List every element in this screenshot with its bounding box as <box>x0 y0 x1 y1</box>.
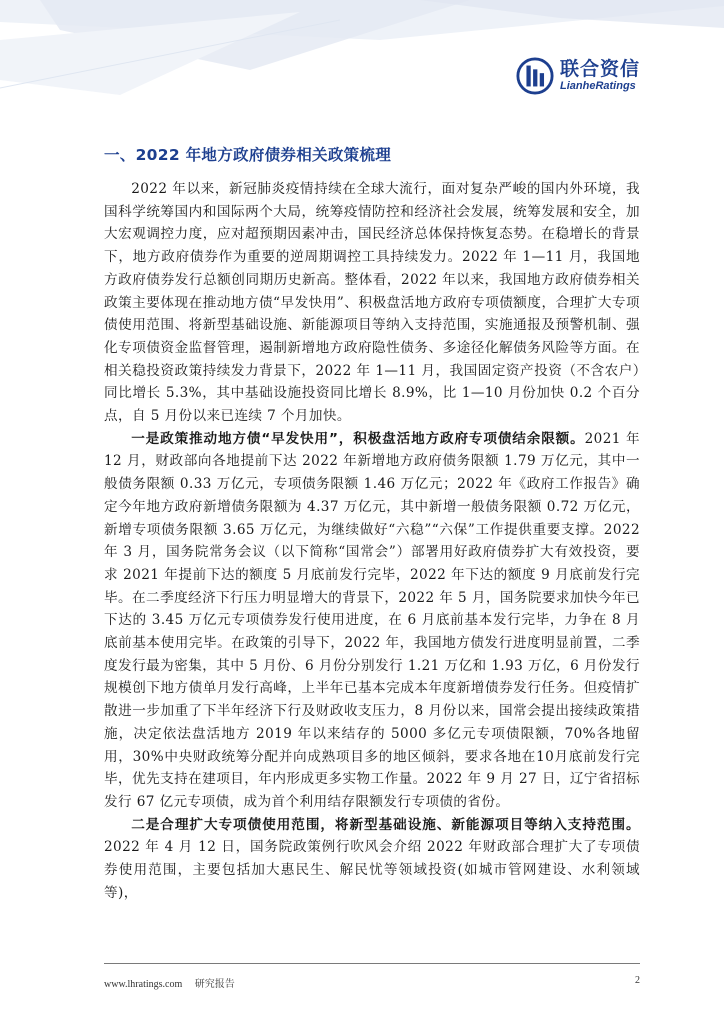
page-number: 2 <box>635 975 640 986</box>
footer-website-link[interactable]: www.lhratings.com <box>104 979 183 990</box>
section-heading: 一、2022 年地方政府债券相关政策梳理 <box>104 146 392 164</box>
page-footer <box>104 975 640 990</box>
paragraph-text: 2022 年以来，新冠肺炎疫情持续在全球大流行，面对复杂严峻的国内外环境，我国科学统筹国内和国际两个大局，统筹疫情防控和经济社会发展，统筹发展和安全，加大宏观调控力度，应对超预期因素冲击，国民经济总体保持恢复态势。在稳增长的背景下，地方政府债券作为重要的逆周期调控工具持续发力。2022 年 1—11 月，我国地方政府债券发行总额创同期历史新高。整体看，2022 年以来，我国地方政府债券相关政策主要体现在推动地方债“早发快用”、积极盘活地方政府专项债额度，合理扩大专项债使用范围、将新型基础设施、新能源项目等纳入支持范围，实施通报及预警机制、强化专项债资金监督管理，遏制新增地方政府隐性债务、多途径化解债务风险等方面。在相关稳投资政策持续发力背景下，2022 年 1—11 月，我国固定资产投资（不含农户）同比增长 5.3%，其中基础设施投资同比增长 8.9%，比 1—10 月份加快 0.2 个百分点，自 5 月份以来已连续 7 个月加快。 <box>104 181 640 425</box>
paragraph-early-issuance <box>104 428 640 814</box>
paragraph-lead: 一是政策推动地方债“早发快用”，积极盘活地方政府专项债结余限额。 <box>131 430 585 447</box>
report-body <box>104 178 640 905</box>
lianhe-logo-icon <box>516 57 554 95</box>
logo-chinese-name: 联合资信 <box>560 58 641 80</box>
paragraph-text: 2021 年 12 月，财政部向各地提前下达 2022 年新增地方政府债务限额 1.79 万亿元，其中一般债务限额 0.33 万亿元，专项债务限额 1.46 万亿元；2022 年《政府工作报告》确定今年地方政府新增债务限额为 4.37 万亿元，其中新增一般债务限额 0.72 万亿元，新增专项债务限额 3.65 万亿元，为继续做好“六稳”“六保”工作提供重要支撑。2022 年 3 月，国务院常务会议（以下简称“国常会”）部署用好政府债券扩大有效投资，要求 2021 年提前下达的额度 5 月底前发行完毕，2022 年下达的额度 9 月底前发行完毕。在二季度经济下行压力明显增大的背景下，2022 年 5 月，国务院要求加快今年已下达的 3.45 万亿元专项债券发行使用进度，在 6 月底前基本发行完毕，力争在 8 月底前基本使用完毕。在政策的引导下，2022 年，我国地方债发行进度明显前置，二季度发行最为密集，其中 5 月份、6 月份分别发行 1.21 万亿和 1.93 万亿，6 月份发行规模创下地方债单月发行高峰，上半年已基本完成本年度新增债券发行任务。但疫情扩散进一步加重了下半年经济下行及财政收支压力，8 月份以来，国常会提出接续政策措施，决定依法盘活地方 2019 年以来结存的 5000 多亿元专项债限额，70%各地留用，30%中央财政统筹分配并向成熟项目多的地区倾斜，要求各地在10月底前发行完毕，优先支持在建项目，年内形成更多实物工作量。2022 年 9 月 27 日，辽宁省招标发行 67 亿元专项债，成为首个利用结存限额发行专项债的省份。 <box>104 430 640 810</box>
footer-doc-type: 研究报告 <box>194 979 235 990</box>
paragraph-overview <box>104 178 640 428</box>
paragraph-text: 2022 年 4 月 12 日，国务院政策例行吹风会介绍 2022 年财政部合理扩大了专项债券使用范围，主要包括加大惠民生、解民忧等领域投资(如城市管网建设、水利领域等)， <box>104 839 640 901</box>
footer-divider <box>104 963 640 964</box>
paragraph-scope-expansion <box>104 814 640 905</box>
logo-english-name: LianheRatings <box>560 80 636 92</box>
paragraph-lead: 二是合理扩大专项债使用范围，将新型基础设施、新能源项目等纳入支持范围。 <box>131 816 640 833</box>
company-logo <box>516 54 676 98</box>
